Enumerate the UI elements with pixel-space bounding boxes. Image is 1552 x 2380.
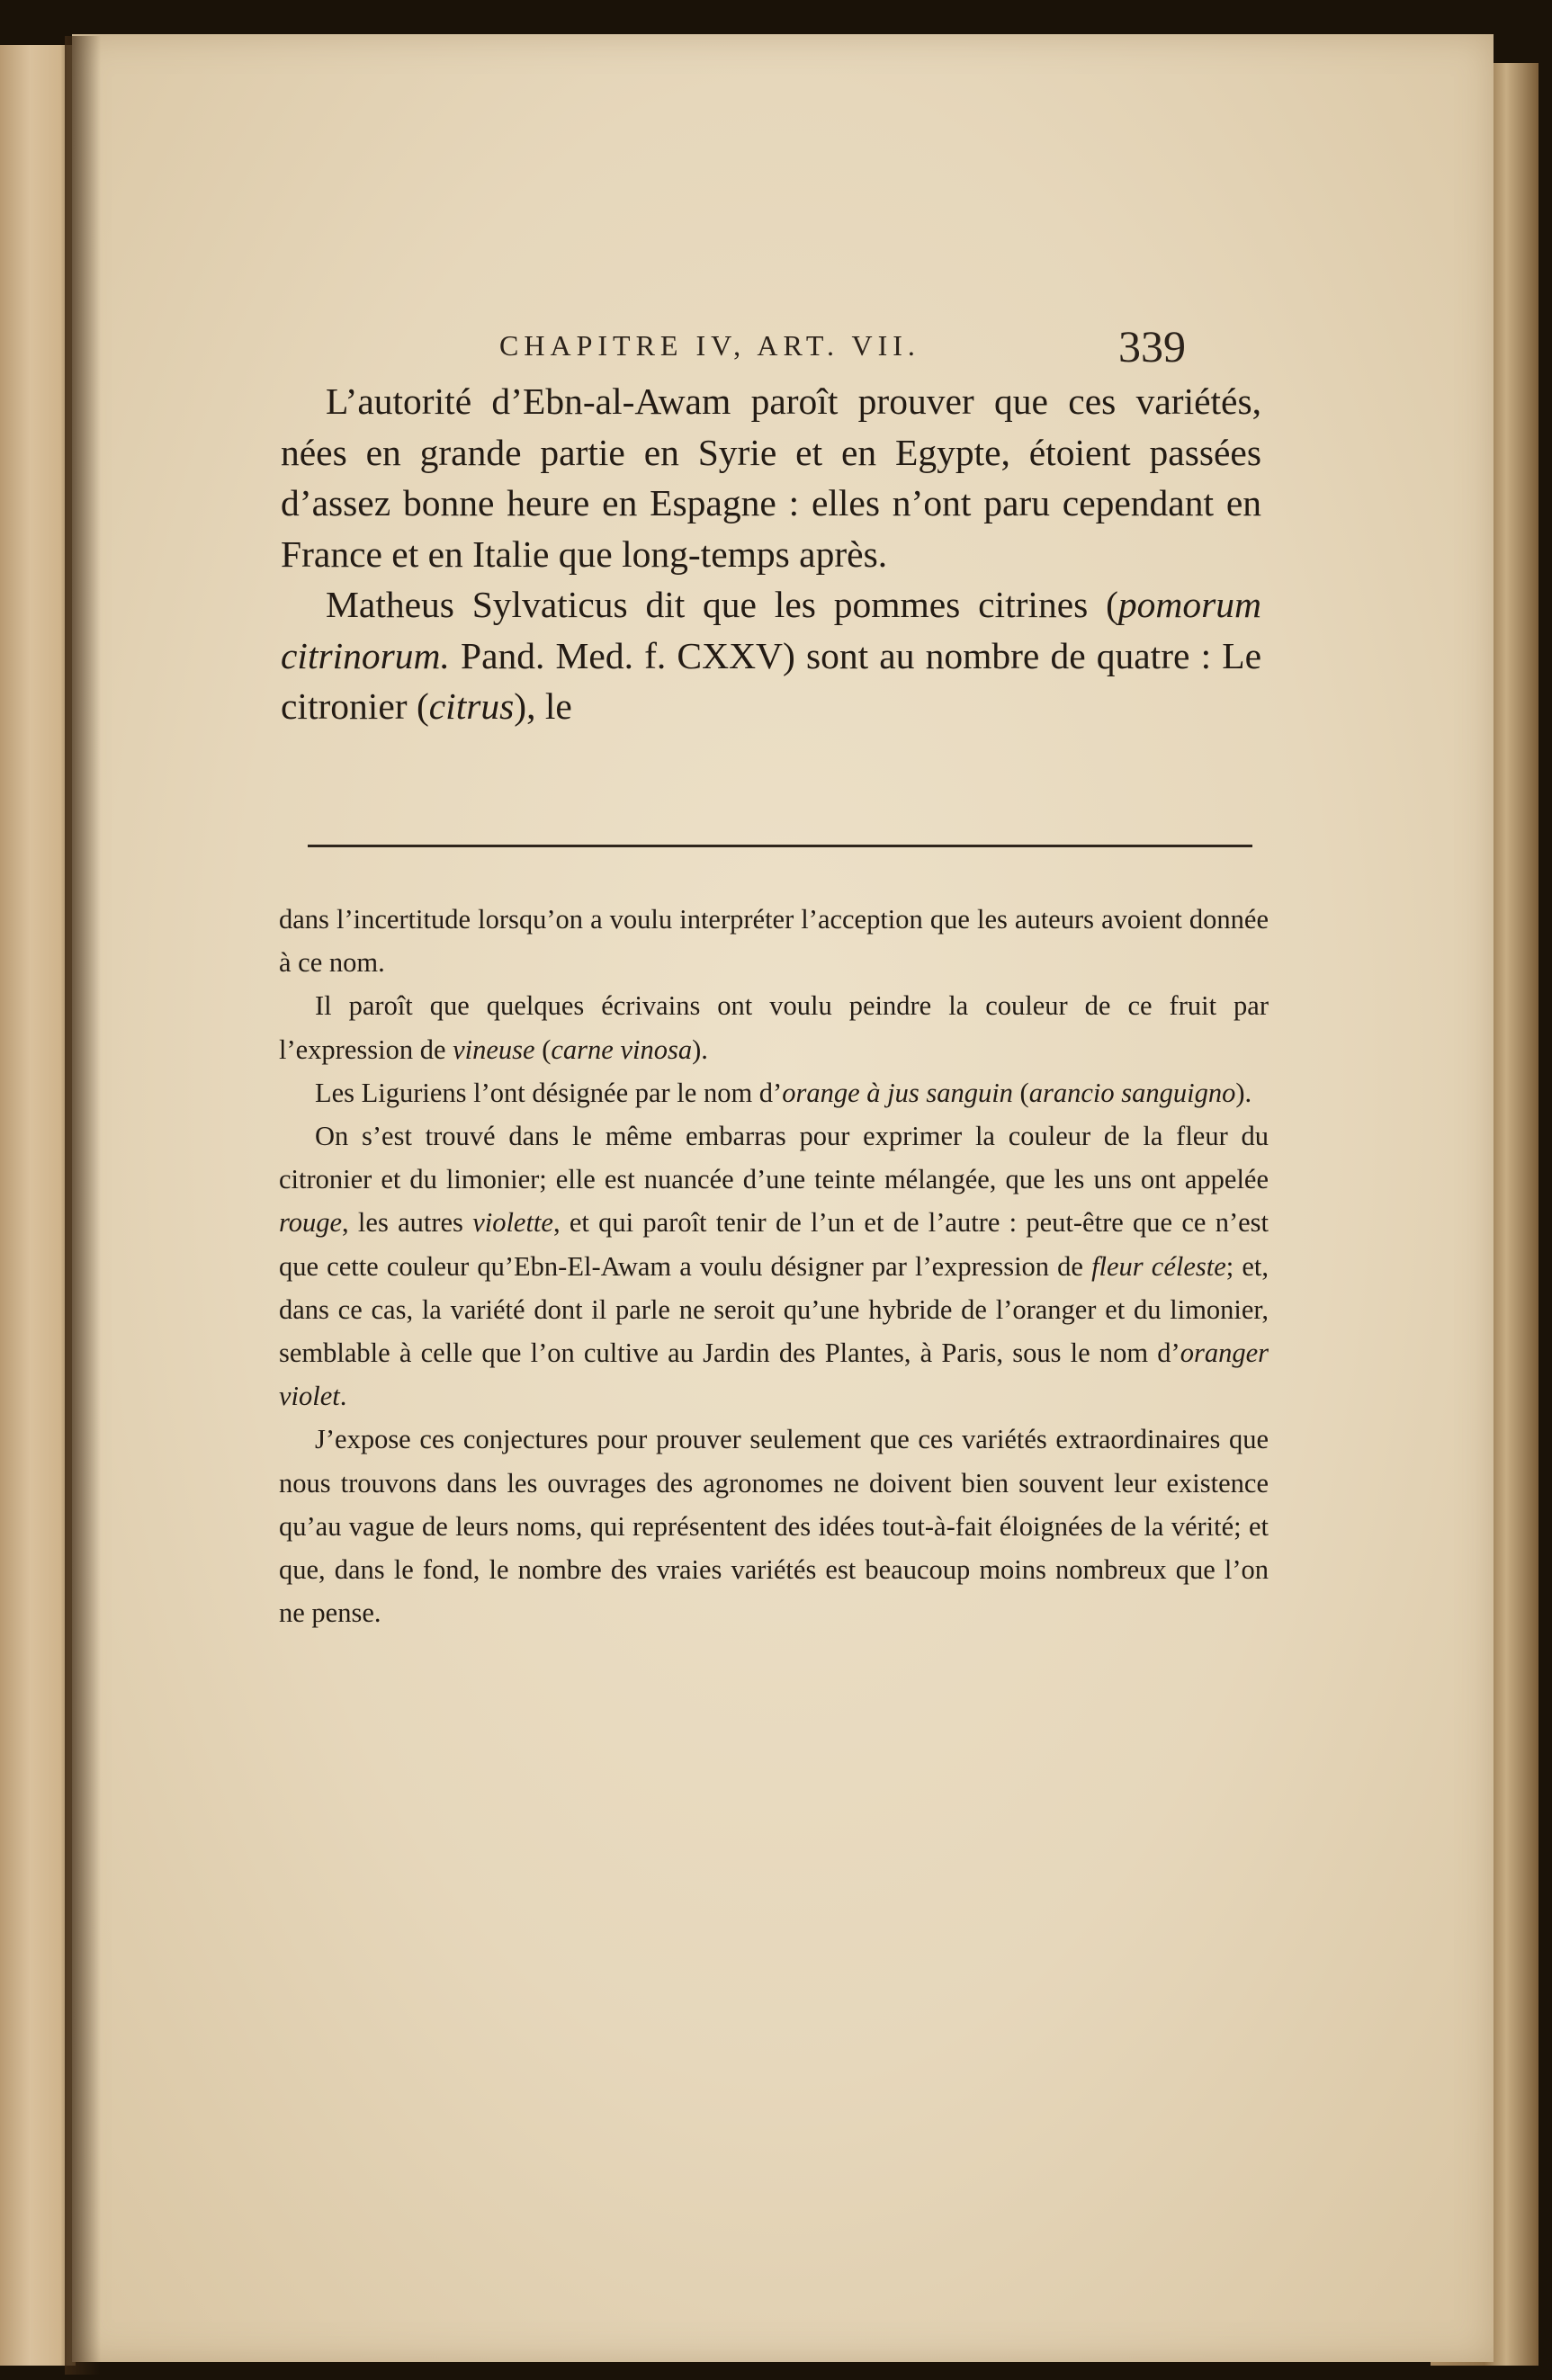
note-paragraph-1: dans l’incertitude lorsqu’on a voulu interpréter l’acception que les auteurs avoient donnée à ce nom. bbox=[279, 904, 1269, 979]
book-page bbox=[72, 34, 1494, 2362]
main-paragraph-1: L’autorité d’Ebn-al-Awam paroît prouver que ces variétés, nées en grande partie en Syrie et en Egypte, étoient passées d’assez bonne heure en Espagne : elles n’ont paru cependant en France et en Italie que long-temps après. bbox=[281, 380, 1261, 575]
text-run: Matheus Sylvaticus dit que les pommes citrines ( bbox=[326, 584, 1118, 625]
italic-run: arancio sanguigno bbox=[1028, 1077, 1236, 1108]
italic-run: orange à jus sanguin bbox=[782, 1077, 1013, 1108]
text-run: Pand. Med. f. CXXV) sont au nombre de quatre : Le citronier ( bbox=[281, 634, 1261, 727]
spine-shadow bbox=[65, 36, 101, 2375]
page-number: 339 bbox=[1118, 321, 1186, 371]
main-paragraph-2 bbox=[281, 579, 1261, 732]
text-run: ( bbox=[1012, 1077, 1029, 1108]
note-paragraph-2 bbox=[279, 984, 1269, 1070]
text-run: ( bbox=[534, 1033, 552, 1065]
note-paragraph-3 bbox=[279, 1071, 1269, 1114]
note-paragraph-4 bbox=[279, 1114, 1269, 1418]
text-run: Les Liguriens l’ont désignée par le nom d’ bbox=[315, 1077, 783, 1108]
italic-run: oranger violet bbox=[279, 1338, 1269, 1412]
italic-run: vineuse bbox=[453, 1033, 535, 1065]
italic-run: carne vinosa bbox=[551, 1033, 693, 1065]
italic-run: violette bbox=[472, 1207, 553, 1239]
italic-run: fleur céleste bbox=[1091, 1250, 1226, 1282]
text-run: ). bbox=[692, 1033, 708, 1065]
text-run: On s’est trouvé dans le même embarras pour exprimer la couleur de la fleur du citronier et du limonier; elle est nuancée d’une teinte mélangée, que les uns ont appelée bbox=[279, 1121, 1269, 1195]
text-run: . bbox=[339, 1381, 347, 1412]
text-run: Il paroît que quelques écrivains ont voulu peindre la couleur de ce fruit par l’expression de bbox=[279, 990, 1269, 1065]
text-run: ), le bbox=[514, 685, 572, 727]
italic-run: rouge bbox=[279, 1207, 343, 1239]
main-text bbox=[281, 376, 1261, 732]
text-run: ; et, dans ce cas, la variété dont il parle ne seroit qu’une hybride de l’oranger et du limonier, semblable à celle que l’on cultive au Jardin des Plantes, à Paris, sous le nom d’ bbox=[279, 1250, 1269, 1369]
footnote-rule bbox=[308, 845, 1252, 847]
running-title: CHAPITRE IV, ART. VII. bbox=[499, 329, 920, 362]
italic-run: pomorum citrinorum. bbox=[281, 584, 1261, 676]
text-run: ). bbox=[1235, 1077, 1252, 1108]
text-run: , et qui paroît tenir de l’un et de l’autre : peut-être que ce n’est que cette couleur qu’Ebn-El-Awam a voulu désigner par l’expression de bbox=[279, 1207, 1269, 1282]
italic-run: citrus bbox=[428, 685, 515, 727]
text-run: , les autres bbox=[342, 1207, 473, 1239]
page-header bbox=[72, 321, 1494, 374]
note-paragraph-5: J’expose ces conjectures pour prouver seulement que ces variétés extraordinaires que nous trouvons dans les ouvrages des agronomes ne doivent bien souvent leur existence qu’au vague de leurs noms, qui représentent des idées tout-à-fait éloignées de la vérité; et que, dans le fond, le nombre des vraies variétés est beaucoup moins nombreux que l’on ne pense. bbox=[279, 1424, 1269, 1629]
footnote-text bbox=[279, 898, 1269, 1634]
